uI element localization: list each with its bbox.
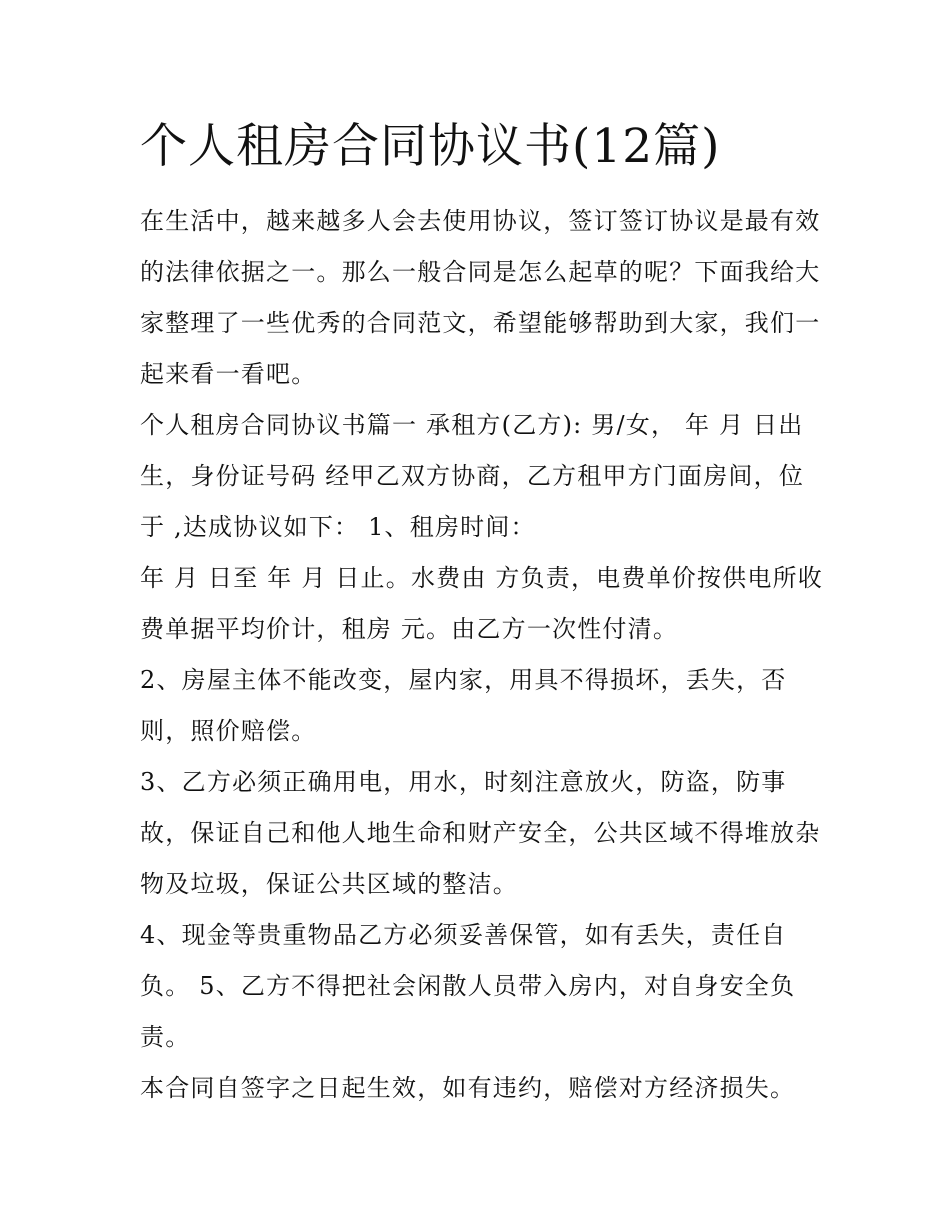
text-line: 个人租房合同协议书篇一 承租方(乙方): 男/女， 年 月 日出 xyxy=(140,411,804,439)
document-title: 个人租房合同协议书(12篇) xyxy=(140,119,721,174)
text-line: 在生活中，越来越多人会去使用协议，签订签订协议是最有效 xyxy=(140,207,821,235)
text-line: 本合同自签字之日起生效，如有违约，赔偿对方经济损失。 xyxy=(140,1074,796,1102)
document-body xyxy=(140,196,840,1114)
text-line: 家整理了一些优秀的合同范文，希望能够帮助到大家，我们一 xyxy=(140,309,821,337)
text-line: 起来看一看吧。 xyxy=(140,360,317,388)
text-line: 的法律依据之一。那么一般合同是怎么起草的呢？下面我给大 xyxy=(140,258,821,286)
text-line: 年 月 日至 年 月 日止。水费由 方负责，电费单价按供电所收 xyxy=(140,564,823,592)
text-line: 则，照价赔偿。 xyxy=(140,717,317,745)
text-line: 负。 5、乙方不得把社会闲散人员带入房内，对自身安全负 xyxy=(140,972,796,1000)
text-line: 2、房屋主体不能改变，屋内家，用具不得损坏，丢失，否 xyxy=(140,666,787,694)
text-line: 3、乙方必须正确用电，用水，时刻注意放火，防盗，防事 xyxy=(140,768,787,796)
text-line: 生，身份证号码 经甲乙双方协商，乙方租甲方门面房间，位 xyxy=(140,462,805,490)
text-line: 故，保证自己和他人地生命和财产安全，公共区域不得堆放杂 xyxy=(140,819,821,847)
text-line: 费单据平均价计，租房 元。由乙方一次性付清。 xyxy=(140,615,679,643)
text-line: 物及垃圾，保证公共区域的整洁。 xyxy=(140,870,518,898)
text-line: 4、现金等贵重物品乙方必须妥善保管，如有丢失，责任自 xyxy=(140,921,787,949)
text-line: 责。 xyxy=(140,1023,191,1051)
text-line: 于 ,达成协议如下： 1、租房时间： xyxy=(140,513,536,541)
